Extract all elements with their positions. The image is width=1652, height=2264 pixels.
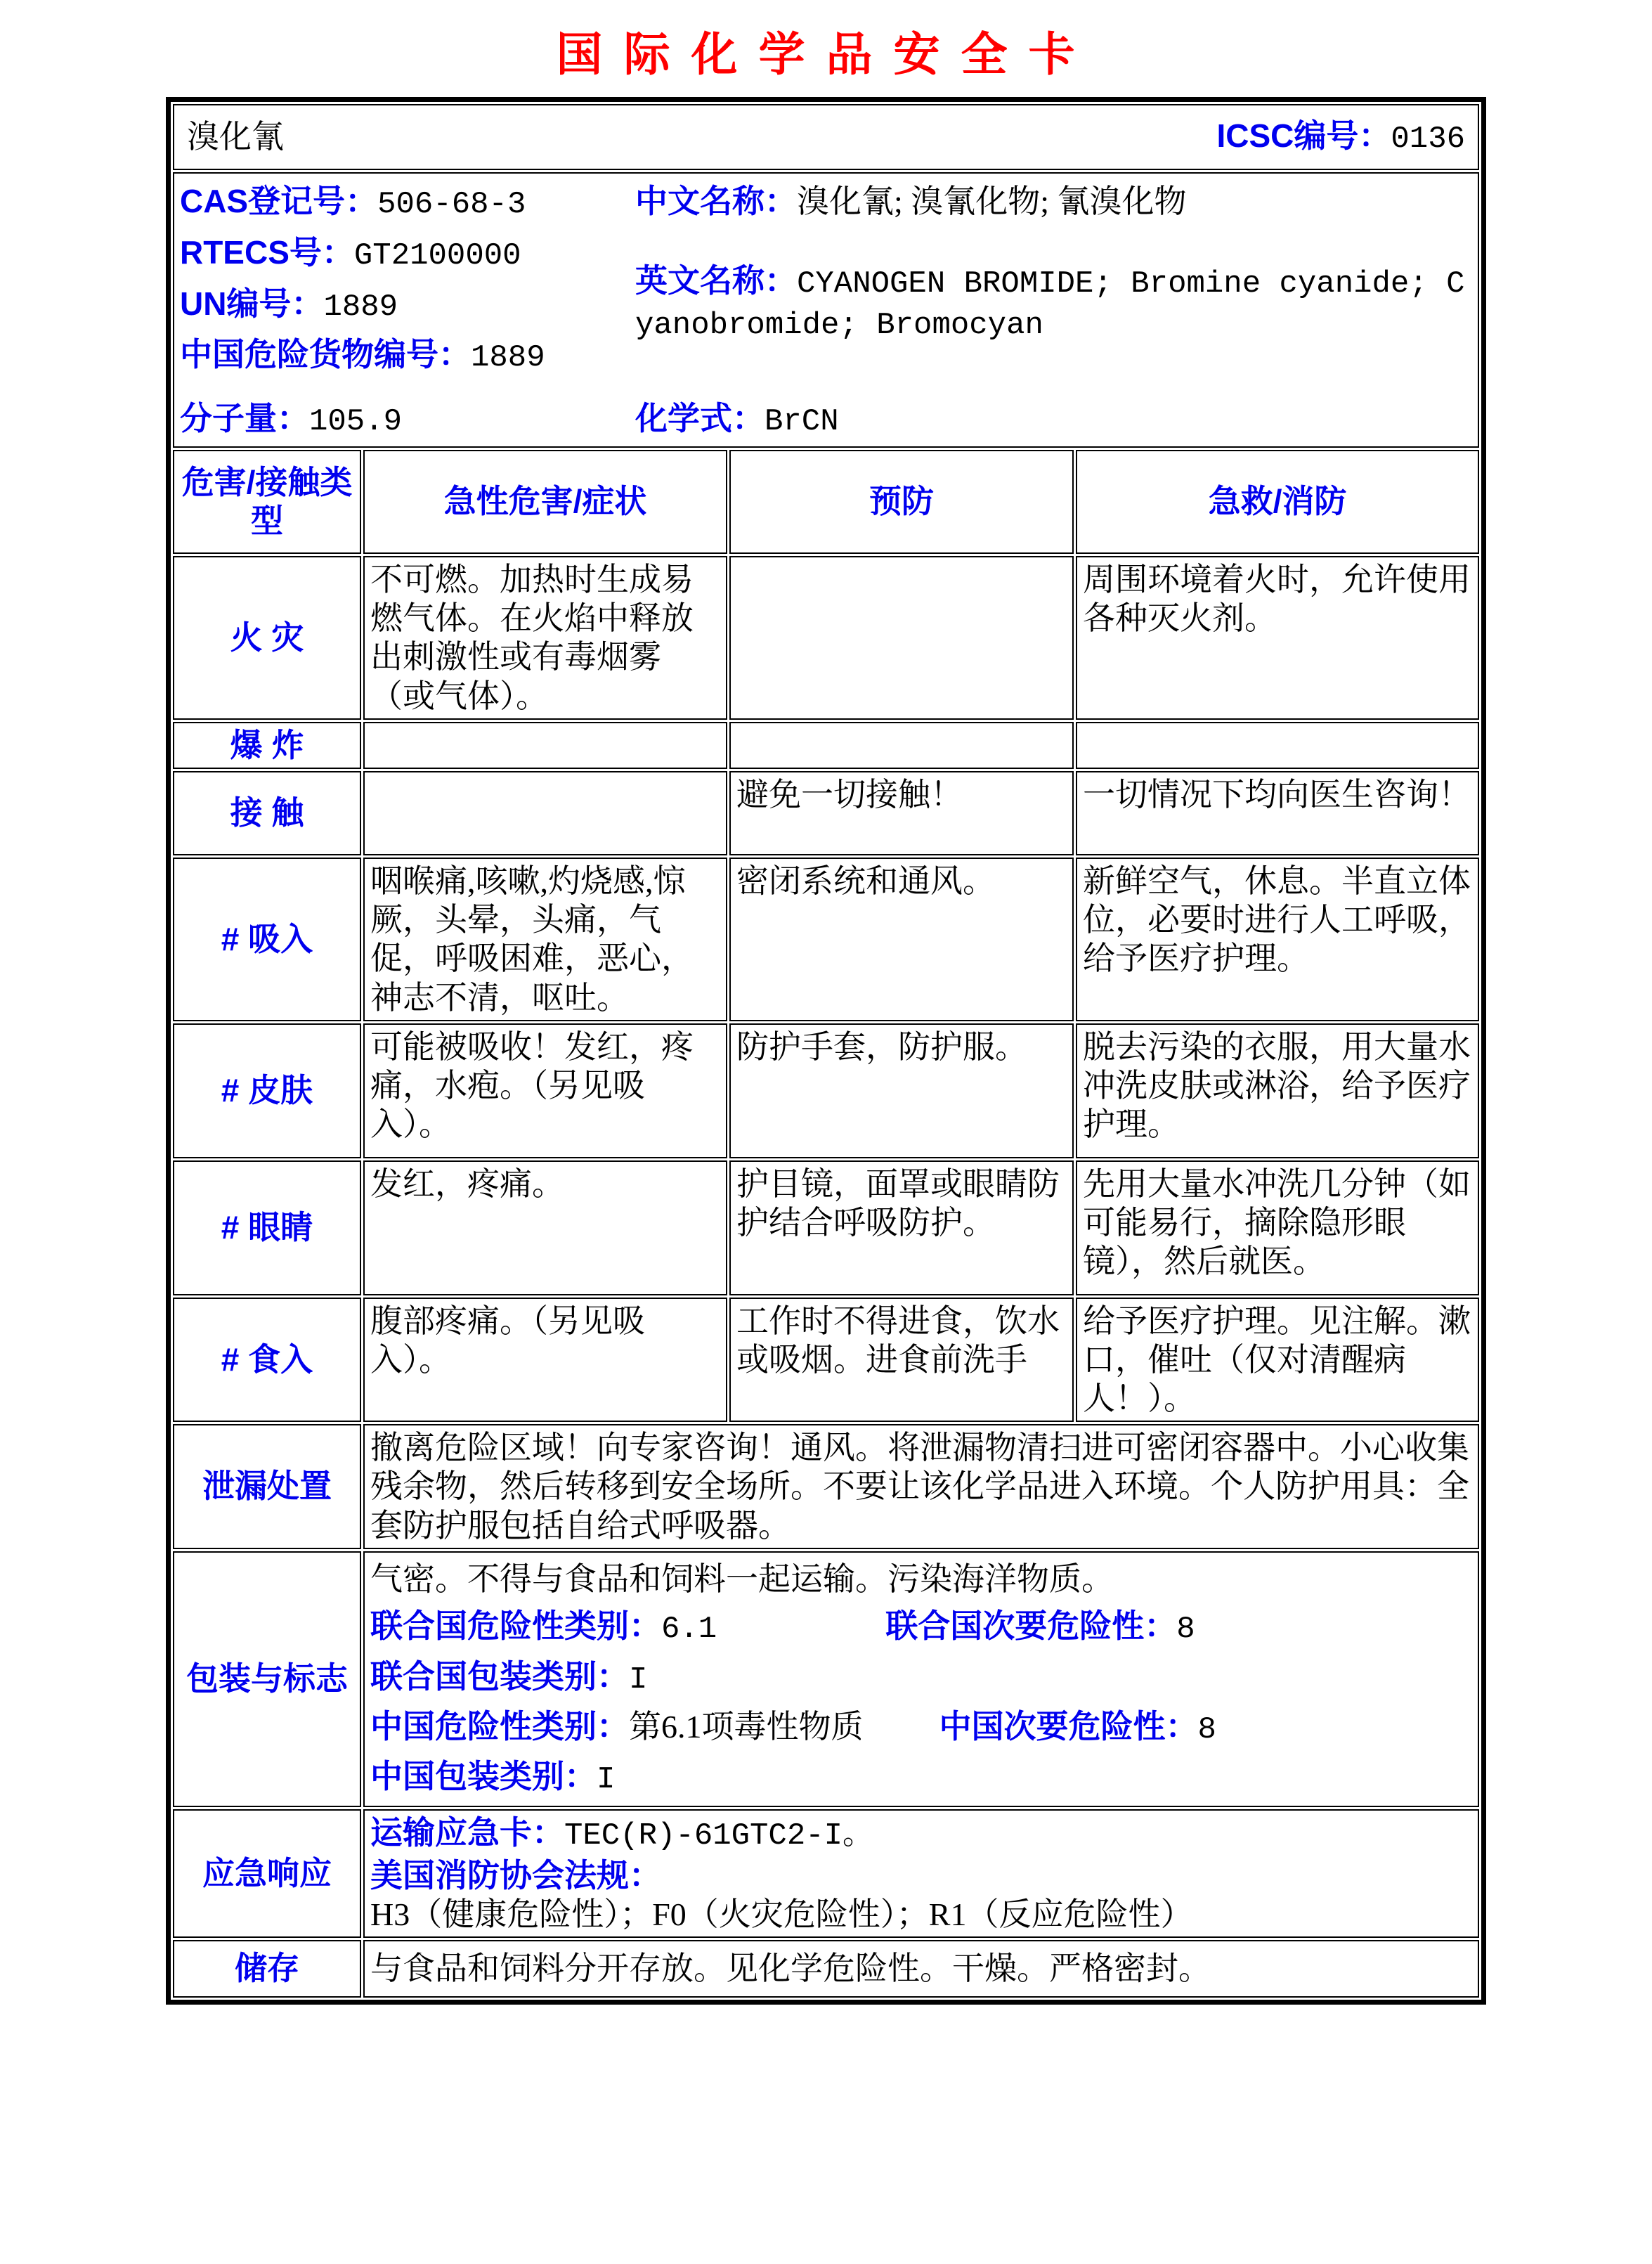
symptoms-cell xyxy=(363,722,727,769)
hazard-type-label: # 食入 xyxy=(173,1298,361,1423)
emergency-response-row xyxy=(173,1809,1479,1938)
first-aid-cell: 给予医疗护理。见注解。漱口，催吐（仅对清醒病人！）。 xyxy=(1076,1298,1479,1423)
chemical-name: 溴化氰 xyxy=(186,119,284,155)
section-label: 储存 xyxy=(173,1940,361,1998)
packaging-content xyxy=(363,1551,1479,1807)
col-header-symptoms: 急性危害/症状 xyxy=(363,450,727,554)
icsc-number xyxy=(1216,117,1465,158)
cn-hazard-line: 中国危险性类别：第6.1项毒性物质 中国次要危险性：8 xyxy=(370,1707,1216,1747)
hazard-row-fire xyxy=(173,556,1479,720)
col-header-prevention: 预防 xyxy=(729,450,1074,554)
hazard-row-ingestion xyxy=(173,1298,1479,1423)
safety-card-table xyxy=(166,97,1486,2005)
prevention-cell: 防护手套，防护服。 xyxy=(729,1023,1074,1158)
symptoms-cell: 可能被吸收！发红，疼痛，水疱。（另见吸入）。 xyxy=(363,1023,727,1158)
storage-row xyxy=(173,1940,1479,1998)
symptoms-cell xyxy=(363,771,727,855)
first-aid-cell: 一切情况下均向医生咨询！ xyxy=(1076,771,1479,855)
hazard-type-label: # 吸入 xyxy=(173,858,361,1021)
section-label: 应急响应 xyxy=(173,1809,361,1938)
cn-packing-group-line: 中国包装类别：I xyxy=(370,1758,616,1798)
english-names: 英文名称：CYANOGEN BROMIDE; Bromine cyanide; Cyanobromide; Bromocyan xyxy=(635,262,1465,343)
section-label: 包装与标志 xyxy=(173,1551,361,1807)
first-aid-cell: 新鲜空气，休息。半直立体位，必要时进行人工呼吸，给予医疗护理。 xyxy=(1076,858,1479,1021)
spill-disposal-content: 撤离危险区域！向专家咨询！通风。将泄漏物清扫进可密闭容器中。小心收集残余物，然后转移到安全场所。不要让该化学品进入环境。个人防护用具：全套防护服包括自给式呼吸器。 xyxy=(363,1424,1479,1549)
hazard-type-label: # 眼睛 xyxy=(173,1160,361,1295)
emergency-response-content xyxy=(363,1809,1479,1938)
first-aid-cell xyxy=(1076,722,1479,769)
hazard-type-label: # 皮肤 xyxy=(173,1023,361,1158)
chemical-name-cell xyxy=(173,104,1479,170)
packaging-intro: 气密。不得与食品和饲料一起运输。污染海洋物质。 xyxy=(370,1560,1114,1597)
hazard-row-skin xyxy=(173,1023,1479,1158)
page-title: 国际化学品安全卡 xyxy=(556,28,1096,80)
un-packing-group-line: 联合国包装类别：I xyxy=(370,1657,648,1697)
un-hazard-line: 联合国危险性类别：6.1 联合国次要危险性：8 xyxy=(370,1608,1195,1648)
prevention-cell: 密闭系统和通风。 xyxy=(729,858,1074,1021)
prevention-cell xyxy=(729,722,1074,769)
storage-content: 与食品和饲料分开存放。见化学危险性。干燥。严格密封。 xyxy=(363,1940,1479,1998)
symptoms-cell: 发红，疼痛。 xyxy=(363,1160,727,1295)
col-header-type: 危害/接触类型 xyxy=(173,450,361,554)
col-header-first-aid: 急救/消防 xyxy=(1076,450,1479,554)
prevention-cell: 避免一切接触！ xyxy=(729,771,1074,855)
un-number: UN编号：1889 xyxy=(179,285,398,325)
nfpa-code: 美国消防协会法规：H3（健康危险性）；F0（火灾危险性）；R1（反应危险性） xyxy=(370,1856,1193,1932)
icsc-label: ICSC编号： xyxy=(1216,117,1391,154)
hazard-type-label: 接 触 xyxy=(173,771,361,855)
spill-disposal-row xyxy=(173,1424,1479,1549)
identification-row xyxy=(173,172,1479,448)
cas-number: CAS登记号：506-68-3 xyxy=(179,183,526,222)
hazard-header-row xyxy=(173,450,1479,554)
first-aid-cell: 先用大量水冲洗几分钟（如可能易行，摘除隐形眼镜），然后就医。 xyxy=(1076,1160,1479,1295)
symptoms-cell: 咽喉痛,咳嗽,灼烧感,惊厥，头晕，头痛，气促，呼吸困难，恶心，神志不清，呕吐。 xyxy=(363,858,727,1021)
first-aid-cell: 脱去污染的衣服，用大量水冲洗皮肤或淋浴，给予医疗护理。 xyxy=(1076,1023,1479,1158)
rtecs-number: RTECS号：GT2100000 xyxy=(179,233,521,273)
hazard-row-eyes xyxy=(173,1160,1479,1295)
section-label: 泄漏处置 xyxy=(173,1424,361,1549)
header-row xyxy=(173,104,1479,170)
chinese-names: 中文名称：溴化氰; 溴氰化物; 氰溴化物 xyxy=(635,183,1187,219)
first-aid-cell: 周围环境着火时，允许使用各种灭火剂。 xyxy=(1076,556,1479,720)
prevention-cell: 工作时不得进食，饮水或吸烟。进食前洗手 xyxy=(729,1298,1074,1423)
china-dg-number: 中国危险货物编号：1889 xyxy=(179,336,545,376)
prevention-cell xyxy=(729,556,1074,720)
symptoms-cell: 腹部疼痛。（另见吸入）。 xyxy=(363,1298,727,1423)
identification-cell xyxy=(173,172,1479,448)
transport-emergency-card: 运输应急卡：TEC(R)-61GTC2-I。 xyxy=(370,1813,874,1854)
hazard-row-contact xyxy=(173,771,1479,855)
hazard-row-explosion xyxy=(173,722,1479,769)
packaging-row xyxy=(173,1551,1479,1807)
hazard-type-label: 火 灾 xyxy=(173,556,361,720)
molecular-weight: 分子量：105.9 xyxy=(179,400,403,440)
icsc-value: 0136 xyxy=(1391,121,1466,157)
hazard-row-inhalation xyxy=(173,858,1479,1021)
hazard-type-label: 爆 炸 xyxy=(173,722,361,769)
identification-right-column xyxy=(635,182,1472,441)
prevention-cell: 护目镜，面罩或眼睛防护结合呼吸防护。 xyxy=(729,1160,1074,1295)
chemical-formula: 化学式：BrCN xyxy=(635,400,839,440)
symptoms-cell: 不可燃。加热时生成易燃气体。在火焰中释放出刺激性或有毒烟雾（或气体）。 xyxy=(363,556,727,720)
identification-left-column xyxy=(180,182,635,441)
